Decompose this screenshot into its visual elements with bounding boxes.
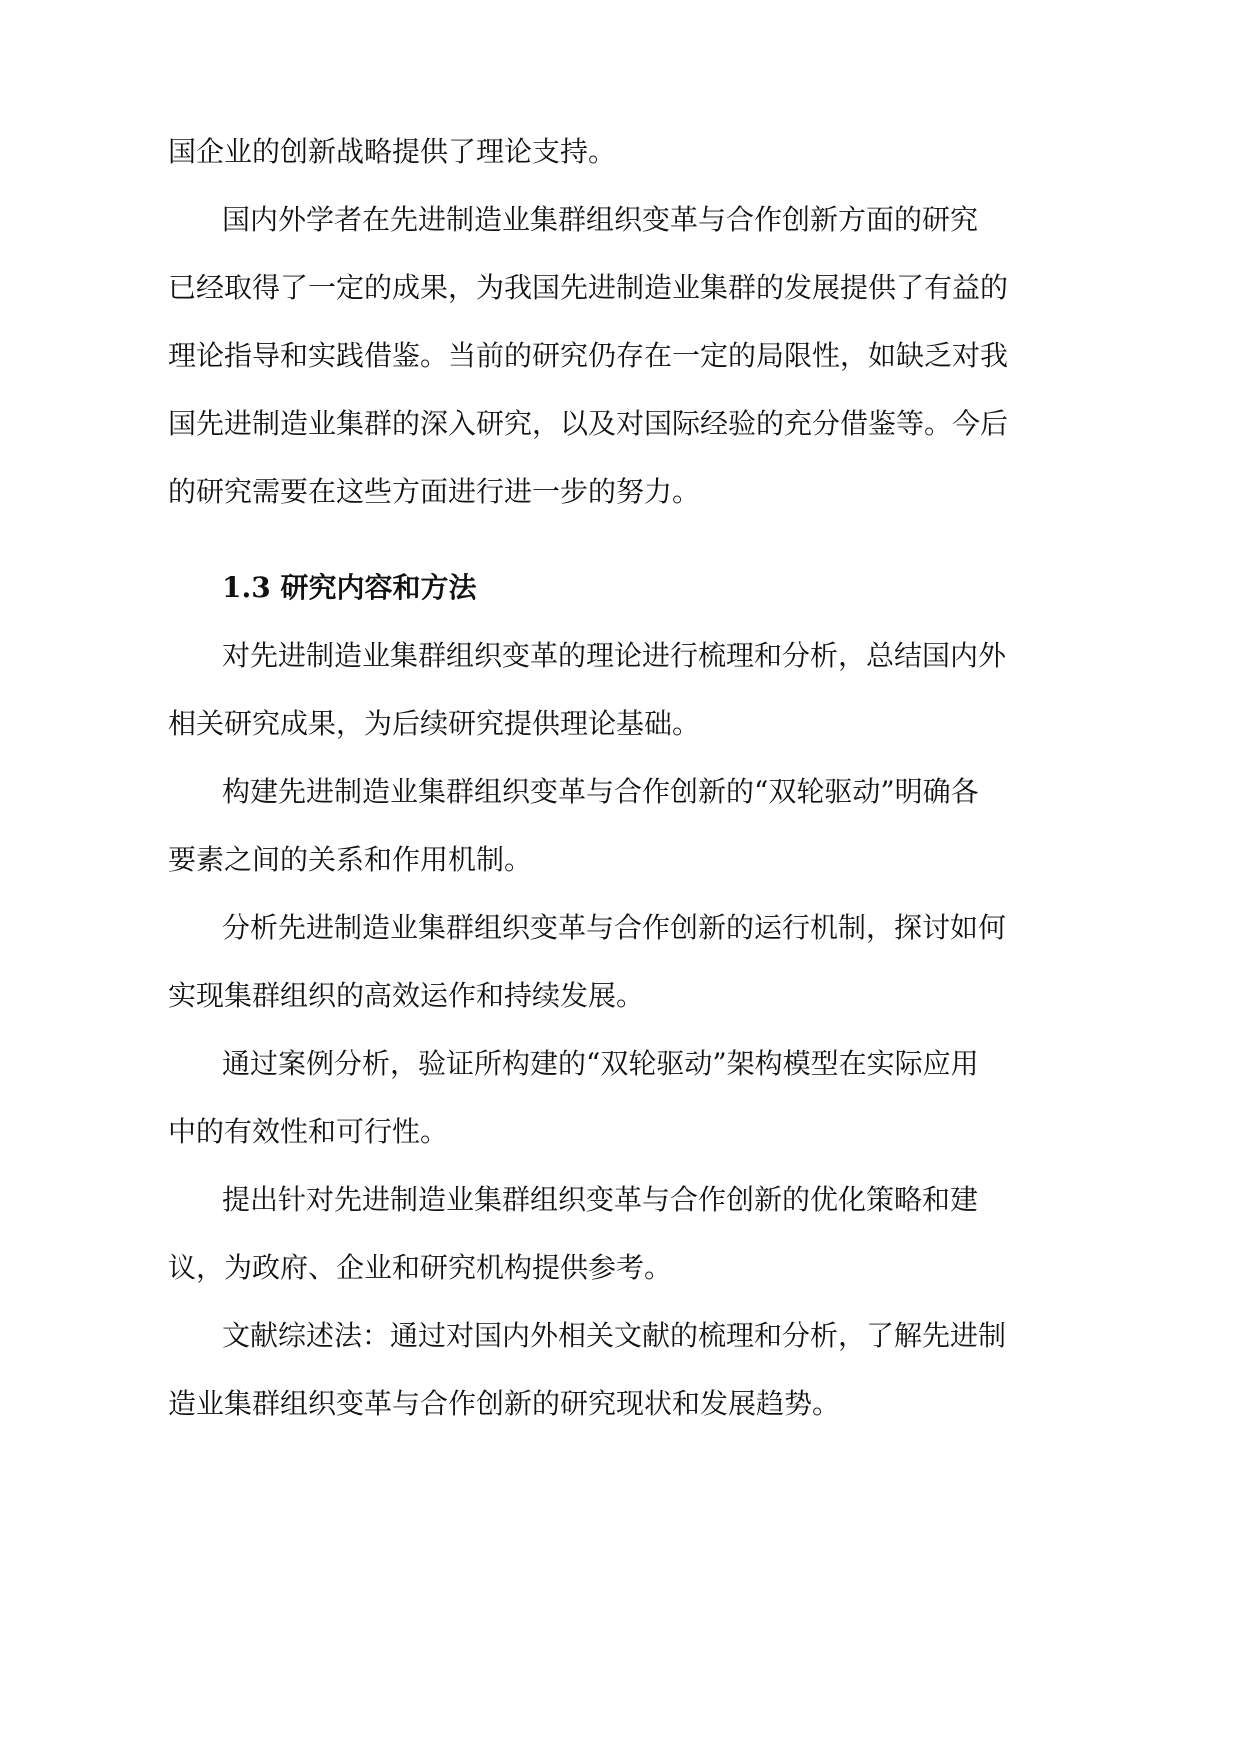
section-heading: 1.3 研究内容和方法 <box>222 571 477 604</box>
paragraph-line: 国内外学者在先进制造业集群组织变革与合作创新方面的研究 <box>222 203 979 236</box>
paragraph-line: 通过案例分析，验证所构建的“双轮驱动”架构模型在实际应用 <box>222 1047 979 1080</box>
paragraph-line: 议，为政府、企业和研究机构提供参考。 <box>168 1251 673 1284</box>
paragraph-line: 国先进制造业集群的深入研究，以及对国际经验的充分借鉴等。今后 <box>168 407 1009 440</box>
paragraph-line: 分析先进制造业集群组织变革与合作创新的运行机制，探讨如何 <box>222 911 1007 944</box>
paragraph-line: 提出针对先进制造业集群组织变革与合作创新的优化策略和建 <box>222 1183 979 1216</box>
paragraph-line: 造业集群组织变革与合作创新的研究现状和发展趋势。 <box>168 1387 841 1420</box>
paragraph-line: 的研究需要在这些方面进行进一步的努力。 <box>168 475 701 508</box>
paragraph-line: 国企业的创新战略提供了理论支持。 <box>168 135 617 168</box>
paragraph-line: 要素之间的关系和作用机制。 <box>168 843 533 876</box>
paragraph-line: 文献综述法：通过对国内外相关文献的梳理和分析，了解先进制 <box>222 1319 1007 1352</box>
paragraph-line: 对先进制造业集群组织变革的理论进行梳理和分析，总结国内外 <box>222 639 1007 672</box>
paragraph-line: 已经取得了一定的成果，为我国先进制造业集群的发展提供了有益的 <box>168 271 1009 304</box>
paragraph-line: 构建先进制造业集群组织变革与合作创新的“双轮驱动”明确各 <box>222 775 979 808</box>
paragraph-line: 实现集群组织的高效运作和持续发展。 <box>168 979 645 1012</box>
paragraph-line: 相关研究成果，为后续研究提供理论基础。 <box>168 707 701 740</box>
paragraph-line: 理论指导和实践借鉴。当前的研究仍存在一定的局限性，如缺乏对我 <box>168 339 1009 372</box>
paragraph-line: 中的有效性和可行性。 <box>168 1115 449 1148</box>
